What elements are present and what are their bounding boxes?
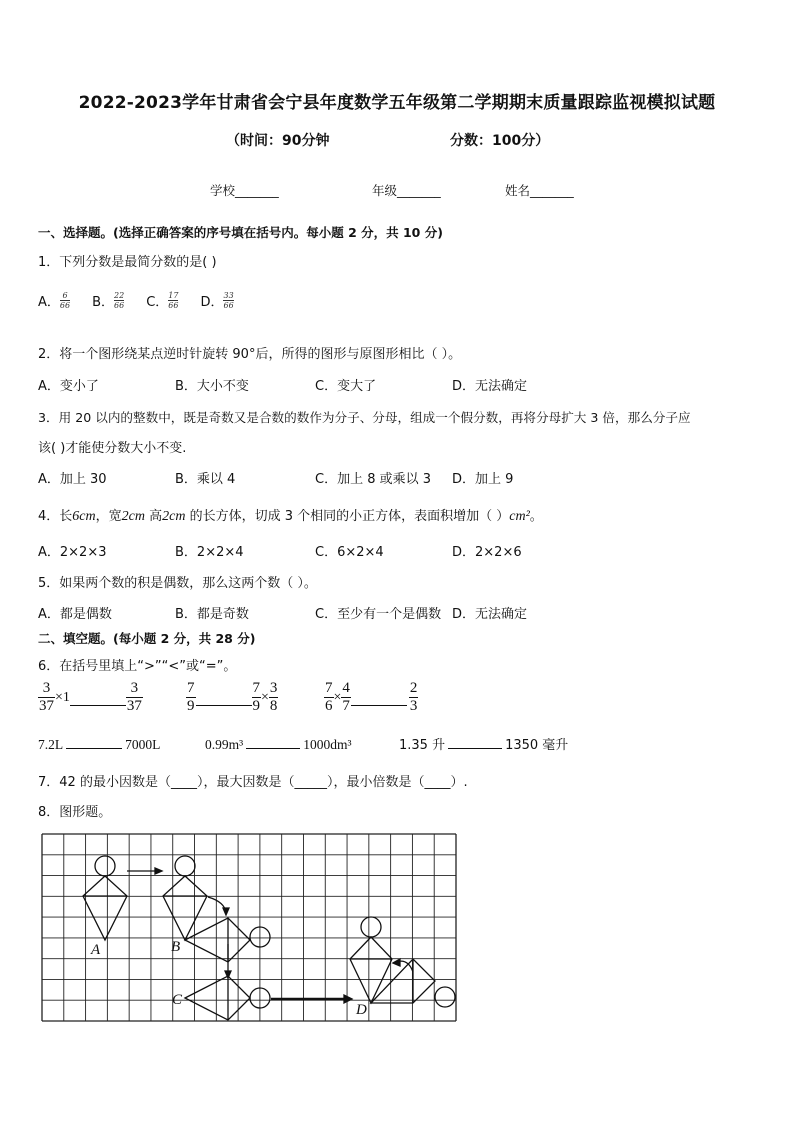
q6-e2-n2: 7 — [252, 680, 260, 696]
figure-b-head — [175, 856, 195, 876]
q1-a-den: 66 — [59, 301, 71, 310]
figure-label-d: D — [356, 1002, 367, 1018]
q4-length: 6cm — [72, 509, 96, 524]
q6-e1-n2: 3 — [130, 680, 139, 696]
q6-u2-right: 1000dm³ — [303, 737, 352, 752]
q4-text-3: 高 — [149, 509, 163, 524]
q6-e3-d1: 6 — [325, 698, 333, 714]
q6-e1-d1: 37 — [39, 698, 54, 714]
page-title: 2022-2023学年甘肃省会宁县年度数学五年级第二学期期末质量跟踪监视模拟试题 — [78, 93, 716, 113]
q5-option-d[interactable]: D．无法确定 — [452, 607, 528, 622]
q6-u1-left: 7.2L — [38, 737, 64, 752]
q4-option-a[interactable]: A．2×2×3 — [38, 545, 107, 560]
q1-c-den: 66 — [168, 301, 179, 310]
figure-a-head — [95, 856, 115, 876]
q6-stem: 6．在括号里填上“>”“<”或“=”。 — [38, 659, 237, 674]
q2-option-a[interactable]: A．变小了 — [38, 379, 99, 394]
q4-text-4: 的长方体，切成 3 个相同的小正方体，表面积增加（ ） — [189, 509, 510, 524]
q2-option-b[interactable]: B．大小不变 — [175, 379, 249, 394]
q6-e2-n3: 3 — [269, 680, 278, 696]
figure-label-c: C — [172, 992, 183, 1008]
q3-option-a[interactable]: A．加上 30 — [38, 472, 107, 487]
q2-stem: 2．将一个图形绕某点逆时针旋转 90°后，所得的图形与原图形相比（ ）。 — [38, 347, 462, 362]
q4-text-2: ，宽 — [95, 509, 122, 524]
arrow-a-b-head — [155, 868, 162, 874]
q4-text-end: 。 — [529, 509, 543, 524]
q6-e1-op: ×1 — [55, 689, 70, 705]
q4-unit: cm² — [509, 509, 530, 524]
q6-u2-left: 0.99m³ — [205, 737, 244, 752]
rotation-arc-d-head — [393, 959, 400, 966]
q1-d-num: 33 — [223, 291, 234, 300]
q6-e2-d1: 9 — [187, 698, 195, 714]
q6-e3-n3: 2 — [409, 680, 418, 696]
arrow-c-d-head — [344, 995, 352, 1003]
name-field[interactable]: 姓名_______ — [505, 183, 574, 198]
q1-b-num: 22 — [114, 291, 125, 300]
q5-option-c[interactable]: C．至少有一个是偶数 — [315, 607, 442, 622]
time-label: （时间：90分钟 — [226, 133, 330, 149]
q1-option-c-label: C． — [146, 295, 169, 310]
q6-e2-n1: 7 — [187, 680, 195, 696]
q4-text-1: 4．长 — [38, 509, 73, 524]
q6-u3-left: 1.35 升 — [399, 738, 446, 753]
q6-e3-n1: 7 — [325, 680, 333, 696]
rotation-arc-b — [208, 897, 226, 913]
rotation-arc-b-head — [223, 908, 229, 915]
score-label: 分数：100分） — [450, 133, 550, 149]
q6-e1-n1: 3 — [42, 680, 51, 696]
figure-label-b: B — [171, 939, 181, 955]
figure-label-a: A — [91, 942, 101, 958]
q1-c-num: 17 — [168, 291, 179, 300]
q5-option-a[interactable]: A．都是偶数 — [38, 607, 112, 622]
q3-stem-line1: 3．用 20 以内的整数中，既是奇数又是合数的数作为分子、分母，组成一个假分数，再将分母扩大 3 倍，那么分子应 — [38, 410, 691, 425]
q6-e3-d3: 3 — [409, 698, 418, 714]
q2-option-d[interactable]: D．无法确定 — [452, 379, 528, 394]
section1-heading: 一、选择题。(选择正确答案的序号填在括号内。每小题 2 分，共 10 分) — [38, 225, 443, 240]
q4-option-c[interactable]: C．6×2×4 — [315, 545, 384, 560]
q1-option-d-label: D． — [200, 295, 224, 310]
q4-height: 2cm — [162, 509, 186, 524]
q4-option-d[interactable]: D．2×2×6 — [452, 545, 522, 560]
q6-e3-n2: 4 — [342, 680, 350, 696]
q6-e3-op: × — [333, 689, 342, 705]
figure-d-body — [350, 937, 392, 1003]
q4-option-b[interactable]: B．2×2×4 — [175, 545, 244, 560]
q3-stem-line2: 该( )才能使分数大小不变. — [38, 441, 187, 456]
q5-option-b[interactable]: B．都是奇数 — [175, 607, 249, 622]
q1-b-den: 66 — [114, 301, 125, 310]
q3-option-c[interactable]: C．加上 8 或乘以 3 — [315, 472, 432, 487]
q5-stem: 5．如果两个数的积是偶数，那么这两个数（ ）。 — [38, 576, 317, 591]
figure-d-head — [361, 917, 381, 937]
grid-lines — [42, 834, 456, 1021]
figure-a-body — [83, 876, 127, 940]
q3-option-d[interactable]: D．加上 9 — [452, 472, 514, 487]
q7-stem: 7．42 的最小因数是（____），最大因数是（_____），最小倍数是（____）. — [38, 775, 468, 790]
q6-u3-right: 1350 毫升 — [505, 738, 569, 753]
q1-option-b-label: B． — [92, 295, 115, 310]
q4-width: 2cm — [121, 509, 145, 524]
q1-stem: 1．下列分数是最简分数的是( ) — [38, 255, 217, 270]
school-field[interactable]: 学校_______ — [210, 183, 279, 198]
section2-heading: 二、填空题。(每小题 2 分，共 28 分) — [38, 631, 256, 646]
q6-e2-d3: 8 — [269, 698, 278, 714]
q1-d-den: 66 — [223, 301, 234, 310]
q1-option-a-label: A． — [38, 295, 60, 310]
q6-e2-op: × — [261, 689, 269, 705]
q8-stem: 8．图形题。 — [38, 805, 112, 820]
q6-e2-d2: 9 — [252, 698, 260, 714]
figure-b-body — [163, 876, 207, 940]
figure-d-rotated-head — [435, 987, 455, 1007]
q6-e3-d2: 7 — [342, 698, 350, 714]
q6-u1-right: 7000L — [125, 737, 161, 752]
q1-a-num: 6 — [62, 291, 68, 300]
q3-option-b[interactable]: B．乘以 4 — [175, 472, 236, 487]
grade-field[interactable]: 年级_______ — [372, 183, 441, 198]
q6-e1-d2: 37 — [126, 698, 142, 714]
q2-option-c[interactable]: C．变大了 — [315, 379, 377, 394]
figure-d-rotated — [371, 959, 435, 1003]
